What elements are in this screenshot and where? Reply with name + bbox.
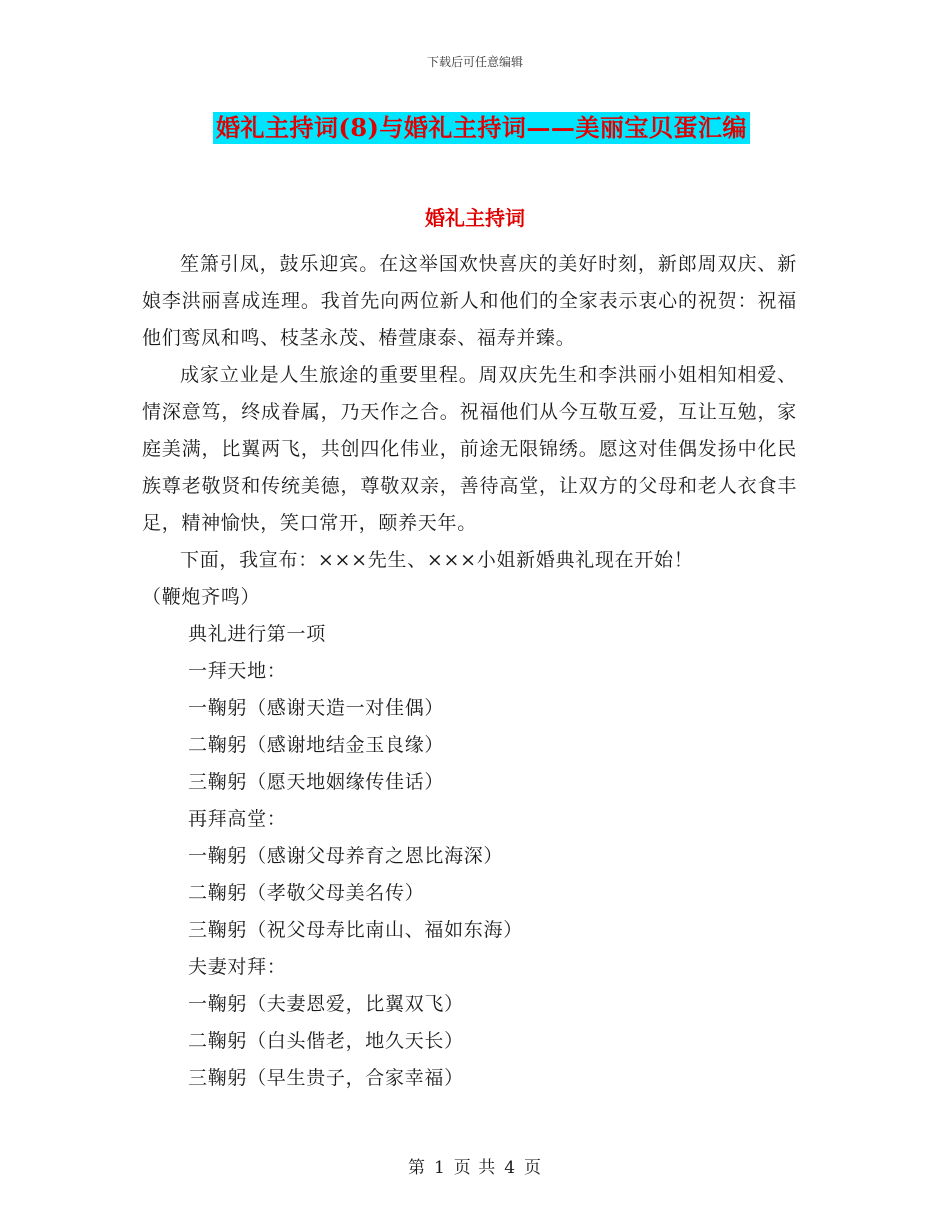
ceremony-line: 三鞠躬（祝父母寿比南山、福如东海） [188, 919, 523, 941]
ceremony-line: 再拜高堂： [188, 808, 287, 830]
ceremony-line: 夫妻对拜： [188, 956, 287, 978]
ceremony-line: 一鞠躬（感谢父母养育之恩比海深） [188, 845, 504, 867]
announcement-note: （鞭炮齐鸣） [142, 586, 261, 608]
page-footer [0, 1153, 950, 1178]
section-title: 婚礼主持词 [425, 206, 525, 230]
footer-middle: 页 共 [453, 1158, 497, 1178]
ceremony-line: 一鞠躬（感谢天造一对佳偶） [188, 697, 445, 719]
header-note: 下载后可任意编辑 [426, 55, 523, 69]
footer-suffix: 页 [524, 1158, 543, 1178]
document-body [142, 246, 797, 1097]
ceremony-line: 二鞠躬（白头偕老，地久天长） [188, 1030, 464, 1052]
ceremony-line: 一鞠躬（夫妻恩爱，比翼双飞） [188, 993, 464, 1015]
ceremony-line: 二鞠躬（感谢地结金玉良缘） [188, 734, 445, 756]
footer-total-pages: 4 [504, 1158, 517, 1178]
ceremony-line: 典礼进行第一项 [188, 623, 326, 645]
document-title: 婚礼主持词(8)与婚礼主持词——美丽宝贝蛋汇编 [213, 112, 750, 144]
paragraph-2: 成家立业是人生旅途的重要里程。周双庆先生和李洪丽小姐相知相爱、情深意笃，终成眷属，乃天作之合。祝福他们从今互敬互爱，互让互勉，家庭美满，比翼两飞，共创四化伟业，前途无限锦绣。愿这对佳偶发扬中化民族尊老敬贤和传统美德，尊敬双亲，善待高堂，让双方的父母和老人衣食丰足，精神愉快，笑口常开，颐养天年。 [142, 364, 797, 534]
footer-prefix: 第 [407, 1158, 426, 1178]
ceremony-line: 二鞠躬（孝敬父母美名传） [188, 882, 425, 904]
ceremony-line: 三鞠躬（愿天地姻缘传佳话） [188, 771, 445, 793]
paragraph-1: 笙箫引凤，鼓乐迎宾。在这举国欢快喜庆的美好时刻，新郎周双庆、新娘李洪丽喜成连理。我首先向两位新人和他们的全家表示衷心的祝贺：祝福他们鸾凤和鸣、枝茎永茂、椿萱康泰、福寿并臻。 [142, 253, 797, 349]
footer-page-number: 1 [433, 1158, 446, 1178]
ceremony-line: 一拜天地： [188, 660, 287, 682]
ceremony-line: 三鞠躬（早生贵子，合家幸福） [188, 1067, 464, 1089]
announcement: 下面，我宣布：×××先生、×××小姐新婚典礼现在开始！ [180, 549, 694, 571]
